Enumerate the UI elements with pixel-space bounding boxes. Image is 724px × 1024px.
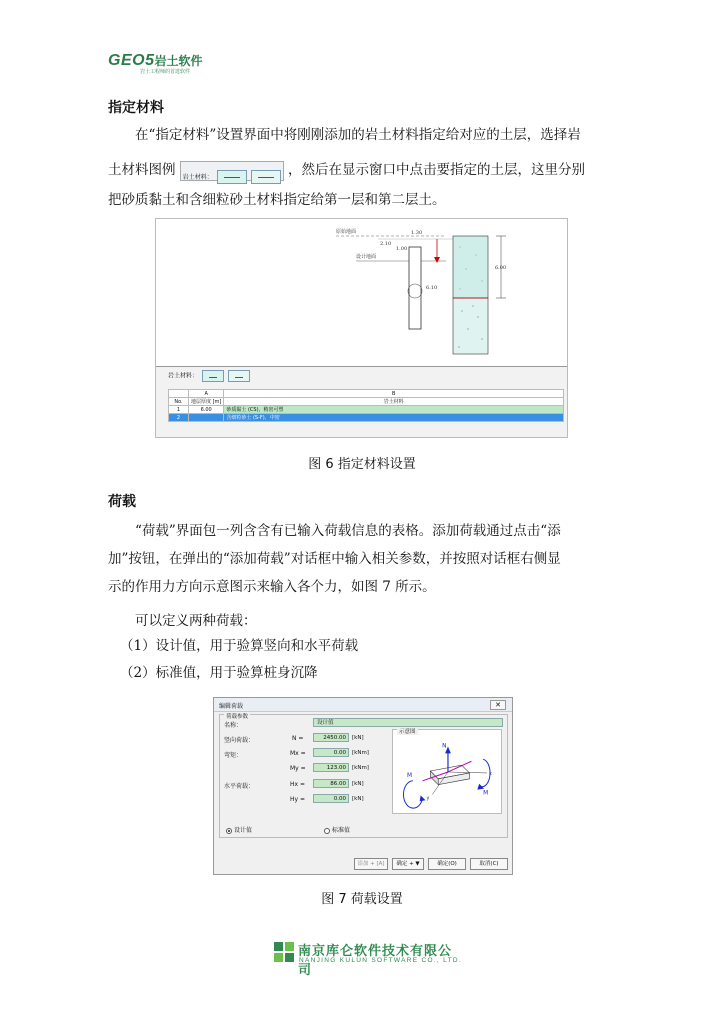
- radio-dot: [324, 828, 330, 834]
- col-header: 岩土材料: [224, 398, 564, 406]
- group-title: 荷载参数: [226, 714, 249, 720]
- paragraph: 在“指定材料”设置界面中将刚刚添加的岩土材料指定给对应的土层，选择岩: [135, 127, 581, 143]
- name-label: 名称：: [224, 722, 243, 729]
- section-heading-loads: 荷载: [108, 494, 136, 510]
- row-material: 含细粒砂土 (S-F)，中密: [224, 414, 564, 422]
- row-thickness: 6.00: [189, 406, 224, 414]
- unit-label: [kNm]: [352, 750, 369, 756]
- paragraph: 把砂质黏土和含细粒砂土材料指定给第一层和第二层土。: [108, 192, 446, 208]
- dim-label: 6.00: [495, 265, 507, 271]
- cancel-button[interactable]: 取消(C): [470, 858, 508, 870]
- sketch-n-label: N: [442, 743, 447, 750]
- row-no: 1: [169, 406, 189, 414]
- section-heading-materials: 指定材料: [108, 100, 164, 116]
- hx-symbol: Hx =: [290, 781, 305, 788]
- figure-6-caption: 图 6 指定材料设置: [308, 457, 416, 472]
- panel-legend-label: 岩土材料：: [168, 372, 199, 380]
- paragraph: [108, 156, 616, 184]
- force-sketch: [392, 729, 502, 814]
- moment-label: 弯矩：: [224, 752, 243, 759]
- paragraph-text: ，然后在显示窗口中点击要指定的土层，这里分别: [287, 162, 585, 178]
- sketch-x-label: x: [488, 770, 492, 777]
- radio-standard-value[interactable]: [324, 825, 350, 834]
- dim-label: 6.10: [426, 285, 438, 291]
- dim-label: 1.00: [396, 246, 408, 252]
- legend-swatch[interactable]: [228, 370, 250, 382]
- soil-layer-1: [453, 236, 488, 298]
- dialog-title: 编辑荷载: [219, 703, 244, 710]
- sketch-m2-label: M: [483, 790, 489, 797]
- paragraph: “荷载”界面包一列含含有已输入荷载信息的表格。添加荷载通过点击“添: [135, 523, 561, 539]
- radio-label: 设计值: [234, 827, 253, 834]
- kulun-logo: [274, 940, 462, 978]
- n-input[interactable]: 2450.00: [313, 733, 349, 742]
- table-row[interactable]: [169, 406, 564, 414]
- force-direction-icon: [393, 730, 501, 813]
- table-row[interactable]: [169, 414, 564, 422]
- col-header: B: [224, 390, 564, 398]
- unit-label: [kN]: [352, 735, 364, 741]
- row-thickness: [189, 414, 224, 422]
- pile-shape: [409, 247, 421, 329]
- pile-drawing: [156, 219, 568, 364]
- mx-input[interactable]: 0.00: [313, 748, 349, 757]
- dim-label: 2.10: [380, 241, 392, 247]
- col-header: A: [189, 390, 224, 398]
- load-parameters-group: [219, 714, 508, 838]
- horizontal-load-label: 水平荷载：: [224, 783, 255, 790]
- paragraph: 加”按钮，在弹出的“添加荷载”对话框中输入相关参数，并按照对话框右侧显: [108, 551, 561, 567]
- close-button[interactable]: ✕: [490, 700, 506, 710]
- add-button[interactable]: 添加 + [A]: [354, 858, 388, 870]
- my-symbol: My =: [290, 765, 306, 772]
- list-item: （1）设计值，用于验算竖向和水平荷载: [120, 638, 359, 654]
- col-header: 地层厚度 [m]: [189, 398, 224, 406]
- legend-swatch[interactable]: [202, 370, 224, 382]
- my-input[interactable]: 123.00: [313, 763, 349, 772]
- mx-symbol: Mx =: [290, 750, 306, 757]
- dialog-titlebar: [214, 698, 512, 712]
- hy-input[interactable]: 0.00: [313, 794, 349, 803]
- hy-symbol: Hy =: [290, 796, 305, 803]
- panel-legend: [168, 370, 250, 382]
- legend-swatch: [217, 170, 247, 184]
- paragraph: 示的作用力方向示意图示来输入各个力，如图 7 所示。: [108, 579, 436, 595]
- list-item: （2）标准值，用于验算桩身沉降: [120, 665, 318, 681]
- inline-legend: [180, 161, 284, 181]
- radio-dot: [226, 828, 232, 834]
- radio-design-value[interactable]: [226, 825, 252, 834]
- kulun-logo-icon: [274, 942, 294, 962]
- unit-label: [kN]: [352, 781, 364, 787]
- unit-label: [kNm]: [352, 765, 369, 771]
- company-name-cn: 南京库仑软件技术有限公司: [298, 944, 453, 978]
- hx-input[interactable]: 86.00: [313, 779, 349, 788]
- ok-button[interactable]: 确定(O): [428, 858, 466, 870]
- inline-legend-label: 岩土材料：: [182, 173, 213, 181]
- paragraph-text: 土材料图例: [108, 162, 176, 178]
- edit-load-dialog: [213, 697, 513, 875]
- col-header: No.: [169, 398, 189, 406]
- figure-7-caption: 图 7 荷载设置: [321, 892, 403, 907]
- ground-label: 原始地面: [336, 229, 357, 235]
- name-input[interactable]: 设计值: [313, 718, 503, 727]
- n-symbol: N =: [292, 735, 304, 742]
- soil-layer-2: [453, 298, 488, 354]
- paragraph: 可以定义两种荷载：: [135, 613, 257, 629]
- sketch-y-label: y: [426, 795, 430, 802]
- sketch-title: 示意图: [399, 729, 416, 735]
- geos-logo: [108, 50, 228, 78]
- logo-text: GEO5: [108, 52, 155, 69]
- row-no: 2: [169, 414, 189, 422]
- col-header: [169, 390, 189, 398]
- material-table: [168, 389, 564, 422]
- company-name-en: NANJING KULUN SOFTWARE CO., LTD.: [299, 957, 462, 964]
- logo-cn: 岩土软件: [154, 54, 203, 68]
- row-material: 砂质黏土 (CS)，稍密可塑: [224, 406, 564, 414]
- material-panel: [156, 366, 568, 438]
- logo-sub: 岩土工程师的首选软件: [140, 69, 191, 75]
- ok-plus-button[interactable]: 确定 + ▼: [392, 858, 424, 870]
- legend-swatch: [251, 170, 281, 184]
- sketch-m1-label: M: [406, 772, 413, 779]
- dim-label: 1.30: [411, 230, 423, 236]
- design-ground-label: 设计地面: [356, 254, 377, 260]
- vertical-load-label: 竖向荷载：: [224, 737, 255, 744]
- radio-label: 标准值: [332, 827, 351, 834]
- figure-6-screenshot: [155, 218, 568, 438]
- unit-label: [kN]: [352, 796, 364, 802]
